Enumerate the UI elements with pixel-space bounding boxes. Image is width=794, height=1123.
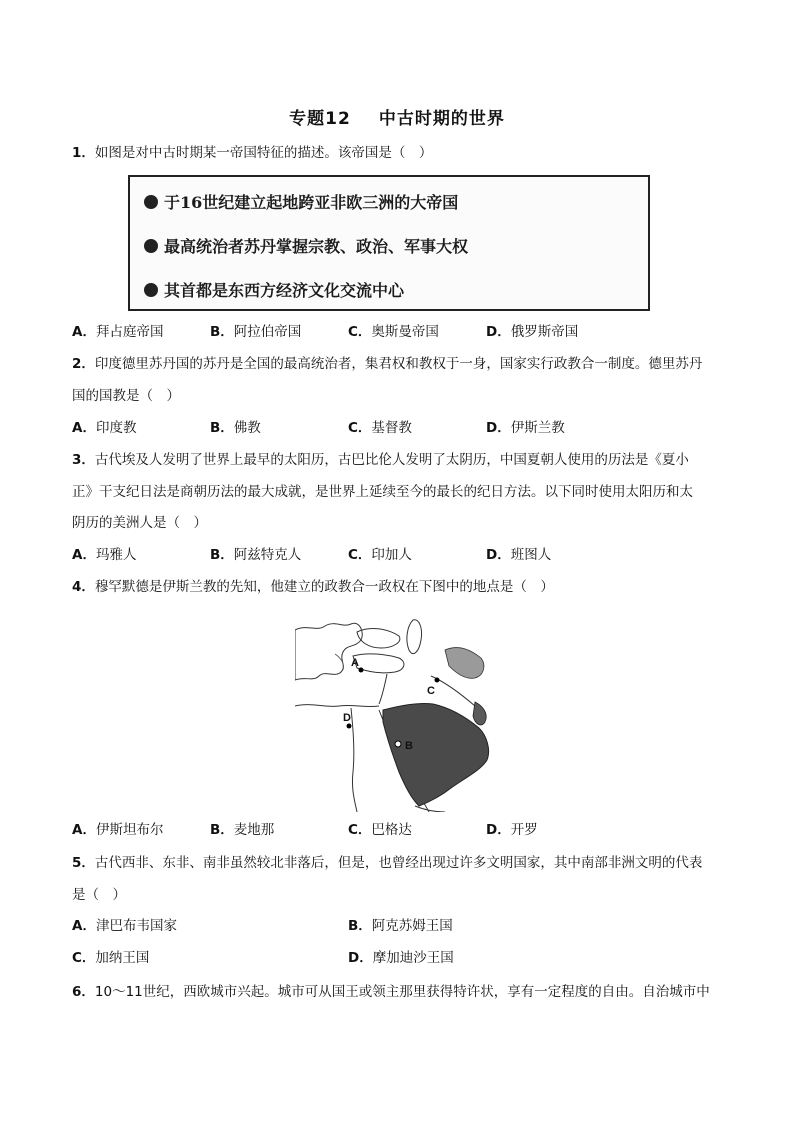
q3-option-a[interactable]: A．玛雅人 — [72, 547, 137, 563]
question-6-stem: 6．10～11世纪，西欧城市兴起。城市可从国王或领主那里获得特许状，享有一定程度的自由。自治城市中 — [72, 984, 710, 1000]
question-1-stem: 1．如图是对中古时期某一帝国特征的描述。该帝国是（ ） — [72, 145, 433, 161]
q1-option-c[interactable]: C．奥斯曼帝国 — [348, 324, 439, 340]
question-4-stem: 4．穆罕默德是伊斯兰教的先知，他建立的政教合一政权在下图中的地点是（ ） — [72, 579, 554, 595]
q2-option-d[interactable]: D．伊斯兰教 — [486, 420, 565, 436]
q3-option-d[interactable]: D．班图人 — [486, 547, 552, 563]
q1-option-d[interactable]: D．俄罗斯帝国 — [486, 324, 579, 340]
question-3-stem-cont: 正》干支纪日法是商朝历法的最大成就，是世界上延续至今的最长的纪日方法。以下同时使用太阳历和太 — [72, 484, 693, 500]
q1-option-b[interactable]: B．阿拉伯帝国 — [210, 324, 302, 340]
question-3-stem-cont: 阴历的美洲人是（ ） — [72, 515, 207, 531]
map-label-c: C — [427, 685, 435, 697]
feature-description-box — [128, 175, 650, 311]
q1-option-a[interactable]: A．拜占庭帝国 — [72, 324, 164, 340]
map-label-d: D — [343, 712, 351, 724]
q5-option-a[interactable]: A．津巴布韦国家 — [72, 918, 177, 934]
q5-option-c[interactable]: C．加纳王国 — [72, 950, 150, 966]
q2-option-a[interactable]: A．印度教 — [72, 420, 137, 436]
q3-option-c[interactable]: C．印加人 — [348, 547, 412, 563]
map-label-a: A — [351, 657, 359, 669]
question-5-stem-cont: 是（ ） — [72, 887, 126, 903]
feature-item: 其首都是东西方经济文化交流中心 — [144, 278, 404, 301]
question-2-stem-cont: 国的国教是（ ） — [72, 388, 180, 404]
page-title — [0, 104, 794, 129]
q4-option-c[interactable]: C．巴格达 — [348, 822, 412, 838]
map-label-b: B — [405, 740, 413, 752]
title-sub: 中古时期的世界 — [378, 109, 505, 129]
q5-option-d[interactable]: D．摩加迪沙王国 — [348, 950, 454, 966]
historical-map — [295, 610, 503, 812]
feature-item: 于16世纪建立起地跨亚非欧三洲的大帝国 — [144, 190, 458, 213]
bullet-icon — [144, 195, 158, 209]
question-2-stem: 2．印度德里苏丹国的苏丹是全国的最高统治者，集君权和教权于一身，国家实行政教合一制度。德里苏丹 — [72, 356, 703, 372]
question-5-stem: 5．古代西非、东非、南非虽然较北非落后，但是，也曾经出现过许多文明国家，其中南部非洲文明的代表 — [72, 855, 703, 871]
q4-option-d[interactable]: D．开罗 — [486, 822, 538, 838]
map-svg — [295, 610, 503, 812]
bullet-icon — [144, 283, 158, 297]
title-main: 专题12 — [289, 109, 351, 129]
q2-option-b[interactable]: B．佛教 — [210, 420, 261, 436]
bullet-icon — [144, 239, 158, 253]
q4-option-a[interactable]: A．伊斯坦布尔 — [72, 822, 164, 838]
feature-item: 最高统治者苏丹掌握宗教、政治、军事大权 — [144, 234, 468, 257]
q2-option-c[interactable]: C．基督教 — [348, 420, 412, 436]
q3-option-b[interactable]: B．阿兹特克人 — [210, 547, 302, 563]
question-3-stem: 3．古代埃及人发明了世界上最早的太阳历，古巴比伦人发明了太阴历，中国夏朝人使用的历法是《夏小 — [72, 452, 689, 468]
q4-option-b[interactable]: B．麦地那 — [210, 822, 275, 838]
q5-option-b[interactable]: B．阿克苏姆王国 — [348, 918, 453, 934]
